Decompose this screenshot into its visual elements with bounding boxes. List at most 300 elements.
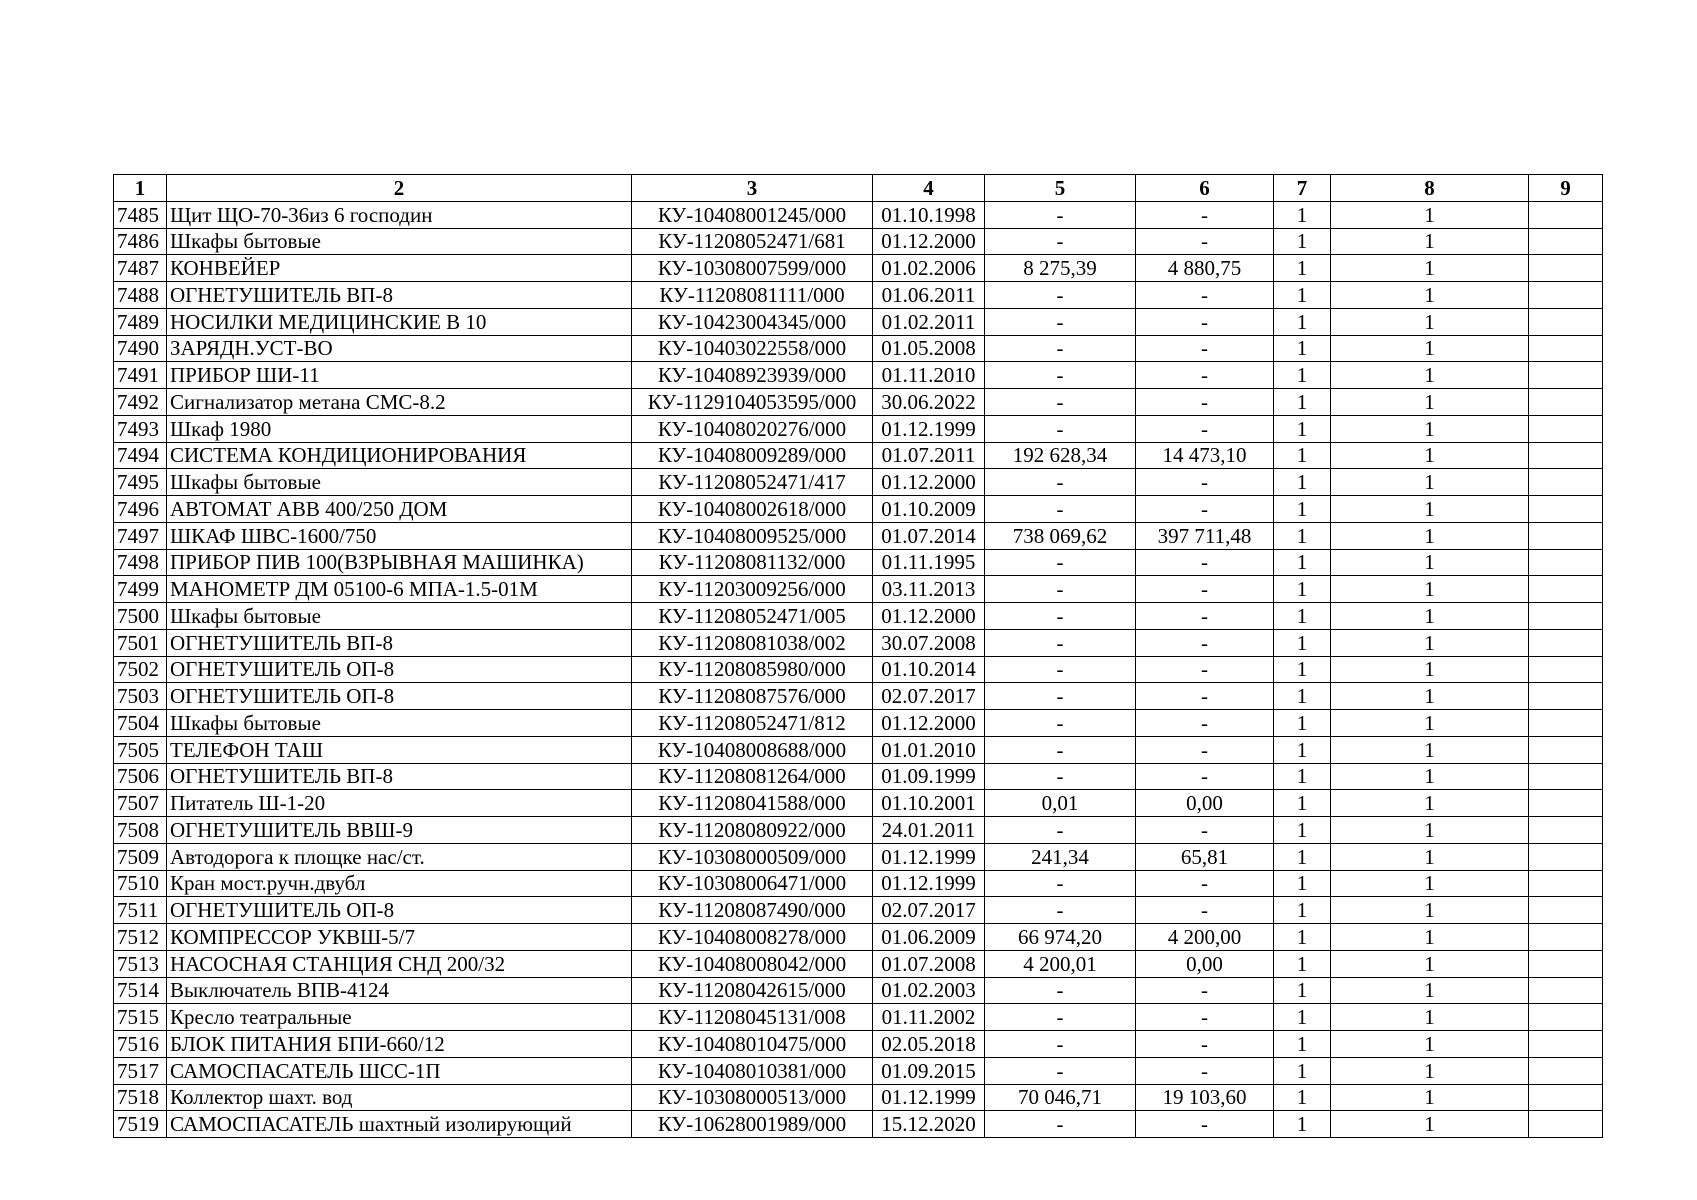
cell-column-8: 1 — [1331, 549, 1529, 576]
cell-column-7: 1 — [1274, 603, 1331, 630]
table-row — [114, 870, 1603, 897]
cell-column-8: 1 — [1331, 924, 1529, 951]
cell-column-8: 1 — [1331, 790, 1529, 817]
cell-column-5: - — [985, 656, 1136, 683]
table-row — [114, 522, 1603, 549]
cell-column-6: - — [1136, 629, 1274, 656]
cell-column-6: - — [1136, 308, 1274, 335]
cell-inventory-number: КУ-10408010475/000 — [632, 1031, 873, 1058]
cell-item-name: Выключатель ВПВ-4124 — [167, 977, 632, 1004]
cell-column-5: - — [985, 228, 1136, 255]
cell-column-9 — [1529, 576, 1603, 603]
cell-date: 02.05.2018 — [873, 1031, 985, 1058]
cell-date: 01.12.2000 — [873, 710, 985, 737]
cell-column-7: 1 — [1274, 1031, 1331, 1058]
cell-item-name: Кресло театральные — [167, 1004, 632, 1031]
cell-inventory-number: КУ-10408009525/000 — [632, 522, 873, 549]
cell-inventory-number: КУ-11208087490/000 — [632, 897, 873, 924]
table-row — [114, 629, 1603, 656]
table-row — [114, 897, 1603, 924]
cell-row-number: 7519 — [114, 1111, 167, 1138]
cell-row-number: 7511 — [114, 897, 167, 924]
cell-column-5: - — [985, 817, 1136, 844]
cell-column-7: 1 — [1274, 817, 1331, 844]
table-row — [114, 1004, 1603, 1031]
cell-column-9 — [1529, 255, 1603, 282]
cell-date: 01.10.1998 — [873, 201, 985, 228]
cell-column-9 — [1529, 1111, 1603, 1138]
cell-inventory-number: КУ-10408923939/000 — [632, 362, 873, 389]
column-header-5: 5 — [985, 175, 1136, 202]
cell-column-6: 14 473,10 — [1136, 442, 1274, 469]
cell-column-8: 1 — [1331, 870, 1529, 897]
cell-column-9 — [1529, 415, 1603, 442]
cell-item-name: ШКАФ ШВС-1600/750 — [167, 522, 632, 549]
cell-column-6: 397 711,48 — [1136, 522, 1274, 549]
cell-row-number: 7517 — [114, 1057, 167, 1084]
cell-column-8: 1 — [1331, 817, 1529, 844]
table-row — [114, 1084, 1603, 1111]
table-row — [114, 950, 1603, 977]
cell-column-5: 70 046,71 — [985, 1084, 1136, 1111]
cell-inventory-number: КУ-11208052471/005 — [632, 603, 873, 630]
cell-column-8: 1 — [1331, 255, 1529, 282]
cell-row-number: 7485 — [114, 201, 167, 228]
cell-column-6: 19 103,60 — [1136, 1084, 1274, 1111]
cell-column-7: 1 — [1274, 522, 1331, 549]
cell-date: 01.12.1999 — [873, 415, 985, 442]
cell-column-8: 1 — [1331, 977, 1529, 1004]
cell-column-5: - — [985, 1057, 1136, 1084]
cell-column-9 — [1529, 897, 1603, 924]
cell-inventory-number: КУ-11208085980/000 — [632, 656, 873, 683]
cell-column-9 — [1529, 282, 1603, 309]
cell-item-name: ОГНЕТУШИТЕЛЬ ВВШ-9 — [167, 817, 632, 844]
cell-column-8: 1 — [1331, 629, 1529, 656]
cell-column-9 — [1529, 736, 1603, 763]
cell-column-5: 66 974,20 — [985, 924, 1136, 951]
cell-column-7: 1 — [1274, 763, 1331, 790]
cell-column-6: 4 880,75 — [1136, 255, 1274, 282]
cell-row-number: 7490 — [114, 335, 167, 362]
cell-item-name: САМОСПАСАТЕЛЬ ШСС-1П — [167, 1057, 632, 1084]
cell-column-8: 1 — [1331, 1084, 1529, 1111]
cell-item-name: ОГНЕТУШИТЕЛЬ ОП-8 — [167, 656, 632, 683]
cell-column-5: - — [985, 1111, 1136, 1138]
cell-column-6: - — [1136, 549, 1274, 576]
table-row — [114, 977, 1603, 1004]
cell-row-number: 7492 — [114, 389, 167, 416]
cell-column-8: 1 — [1331, 1004, 1529, 1031]
table-row — [114, 656, 1603, 683]
cell-column-7: 1 — [1274, 1111, 1331, 1138]
cell-column-8: 1 — [1331, 362, 1529, 389]
cell-column-9 — [1529, 1057, 1603, 1084]
cell-column-6: - — [1136, 576, 1274, 603]
cell-column-6: - — [1136, 683, 1274, 710]
cell-inventory-number: КУ-10408009289/000 — [632, 442, 873, 469]
cell-inventory-number: КУ-10408002618/000 — [632, 496, 873, 523]
cell-column-5: - — [985, 977, 1136, 1004]
table-row — [114, 817, 1603, 844]
cell-column-5: - — [985, 897, 1136, 924]
cell-date: 01.12.2000 — [873, 603, 985, 630]
cell-row-number: 7509 — [114, 843, 167, 870]
cell-date: 15.12.2020 — [873, 1111, 985, 1138]
cell-column-8: 1 — [1331, 763, 1529, 790]
cell-column-7: 1 — [1274, 950, 1331, 977]
cell-column-8: 1 — [1331, 201, 1529, 228]
cell-row-number: 7512 — [114, 924, 167, 951]
cell-column-7: 1 — [1274, 389, 1331, 416]
cell-column-6: - — [1136, 977, 1274, 1004]
cell-column-5: - — [985, 415, 1136, 442]
table-row — [114, 389, 1603, 416]
cell-column-9 — [1529, 950, 1603, 977]
cell-row-number: 7496 — [114, 496, 167, 523]
cell-column-9 — [1529, 843, 1603, 870]
cell-column-6: - — [1136, 389, 1274, 416]
header-row — [114, 175, 1603, 202]
cell-row-number: 7495 — [114, 469, 167, 496]
table-body — [114, 201, 1603, 1137]
cell-column-7: 1 — [1274, 496, 1331, 523]
cell-column-8: 1 — [1331, 496, 1529, 523]
cell-date: 01.02.2003 — [873, 977, 985, 1004]
cell-item-name: Шкаф 1980 — [167, 415, 632, 442]
cell-column-5: - — [985, 629, 1136, 656]
cell-column-7: 1 — [1274, 924, 1331, 951]
cell-column-9 — [1529, 549, 1603, 576]
cell-inventory-number: КУ-11208081111/000 — [632, 282, 873, 309]
cell-inventory-number: КУ-10308000509/000 — [632, 843, 873, 870]
cell-column-5: 0,01 — [985, 790, 1136, 817]
cell-column-8: 1 — [1331, 469, 1529, 496]
table-row — [114, 362, 1603, 389]
cell-column-5: - — [985, 362, 1136, 389]
cell-column-9 — [1529, 389, 1603, 416]
cell-inventory-number: КУ-11208080922/000 — [632, 817, 873, 844]
cell-column-7: 1 — [1274, 629, 1331, 656]
cell-column-7: 1 — [1274, 1004, 1331, 1031]
cell-column-5: 4 200,01 — [985, 950, 1136, 977]
cell-row-number: 7487 — [114, 255, 167, 282]
cell-row-number: 7508 — [114, 817, 167, 844]
table-row — [114, 683, 1603, 710]
cell-column-7: 1 — [1274, 1084, 1331, 1111]
cell-column-7: 1 — [1274, 255, 1331, 282]
cell-column-8: 1 — [1331, 308, 1529, 335]
cell-column-7: 1 — [1274, 576, 1331, 603]
cell-item-name: Шкафы бытовые — [167, 469, 632, 496]
cell-item-name: КОМПРЕССОР УКВШ-5/7 — [167, 924, 632, 951]
cell-date: 02.07.2017 — [873, 897, 985, 924]
cell-column-5: - — [985, 1031, 1136, 1058]
cell-column-7: 1 — [1274, 469, 1331, 496]
cell-inventory-number: КУ-11208042615/000 — [632, 977, 873, 1004]
cell-row-number: 7505 — [114, 736, 167, 763]
cell-column-6: - — [1136, 656, 1274, 683]
cell-item-name: ПРИБОР ШИ-11 — [167, 362, 632, 389]
cell-column-8: 1 — [1331, 897, 1529, 924]
cell-column-6: - — [1136, 362, 1274, 389]
cell-column-8: 1 — [1331, 683, 1529, 710]
cell-item-name: ТЕЛЕФОН ТАШ — [167, 736, 632, 763]
cell-date: 01.07.2008 — [873, 950, 985, 977]
cell-column-5: - — [985, 576, 1136, 603]
cell-column-5: - — [985, 763, 1136, 790]
table-row — [114, 415, 1603, 442]
cell-column-8: 1 — [1331, 335, 1529, 362]
cell-column-5: - — [985, 736, 1136, 763]
table-row — [114, 442, 1603, 469]
cell-inventory-number: КУ-11208087576/000 — [632, 683, 873, 710]
cell-inventory-number: КУ-10408008688/000 — [632, 736, 873, 763]
cell-column-5: - — [985, 870, 1136, 897]
cell-column-8: 1 — [1331, 656, 1529, 683]
cell-item-name: ОГНЕТУШИТЕЛЬ ВП-8 — [167, 763, 632, 790]
cell-column-8: 1 — [1331, 603, 1529, 630]
cell-column-6: - — [1136, 1031, 1274, 1058]
cell-column-7: 1 — [1274, 335, 1331, 362]
cell-date: 24.01.2011 — [873, 817, 985, 844]
cell-item-name: КОНВЕЙЕР — [167, 255, 632, 282]
cell-column-5: - — [985, 496, 1136, 523]
cell-row-number: 7510 — [114, 870, 167, 897]
cell-inventory-number: КУ-10408010381/000 — [632, 1057, 873, 1084]
cell-column-9 — [1529, 442, 1603, 469]
cell-date: 01.12.1999 — [873, 1084, 985, 1111]
table-row — [114, 763, 1603, 790]
cell-inventory-number: КУ-10408020276/000 — [632, 415, 873, 442]
cell-date: 01.11.2010 — [873, 362, 985, 389]
cell-item-name: Коллектор шахт. вод — [167, 1084, 632, 1111]
table-row — [114, 924, 1603, 951]
table-row — [114, 255, 1603, 282]
cell-inventory-number: КУ-10403022558/000 — [632, 335, 873, 362]
cell-inventory-number: КУ-1129104053595/000 — [632, 389, 873, 416]
cell-column-6: - — [1136, 897, 1274, 924]
cell-column-9 — [1529, 1031, 1603, 1058]
cell-column-7: 1 — [1274, 736, 1331, 763]
table-row — [114, 496, 1603, 523]
cell-row-number: 7502 — [114, 656, 167, 683]
cell-column-8: 1 — [1331, 1111, 1529, 1138]
cell-item-name: Шкафы бытовые — [167, 228, 632, 255]
cell-item-name: АВТОМАТ АВВ 400/250 ДОМ — [167, 496, 632, 523]
cell-row-number: 7486 — [114, 228, 167, 255]
cell-column-6: 65,81 — [1136, 843, 1274, 870]
cell-inventory-number: КУ-10628001989/000 — [632, 1111, 873, 1138]
cell-row-number: 7494 — [114, 442, 167, 469]
cell-column-6: - — [1136, 710, 1274, 737]
cell-row-number: 7497 — [114, 522, 167, 549]
cell-date: 01.12.1999 — [873, 843, 985, 870]
cell-item-name: ОГНЕТУШИТЕЛЬ ОП-8 — [167, 683, 632, 710]
cell-column-7: 1 — [1274, 897, 1331, 924]
table-row — [114, 469, 1603, 496]
cell-date: 01.12.1999 — [873, 870, 985, 897]
cell-date: 01.09.1999 — [873, 763, 985, 790]
cell-column-9 — [1529, 308, 1603, 335]
cell-date: 30.06.2022 — [873, 389, 985, 416]
cell-column-9 — [1529, 710, 1603, 737]
cell-column-6: - — [1136, 1057, 1274, 1084]
cell-inventory-number: КУ-11208052471/812 — [632, 710, 873, 737]
cell-column-6: - — [1136, 496, 1274, 523]
cell-row-number: 7489 — [114, 308, 167, 335]
cell-row-number: 7506 — [114, 763, 167, 790]
cell-column-6: - — [1136, 870, 1274, 897]
cell-row-number: 7488 — [114, 282, 167, 309]
cell-inventory-number: КУ-11208041588/000 — [632, 790, 873, 817]
cell-column-7: 1 — [1274, 308, 1331, 335]
cell-column-9 — [1529, 335, 1603, 362]
cell-inventory-number: КУ-10308006471/000 — [632, 870, 873, 897]
cell-column-8: 1 — [1331, 282, 1529, 309]
cell-item-name: САМОСПАСАТЕЛЬ шахтный изолирующий — [167, 1111, 632, 1138]
table-row — [114, 549, 1603, 576]
cell-column-6: - — [1136, 1004, 1274, 1031]
cell-column-6: 0,00 — [1136, 950, 1274, 977]
cell-column-5: - — [985, 469, 1136, 496]
cell-row-number: 7513 — [114, 950, 167, 977]
cell-item-name: ОГНЕТУШИТЕЛЬ ВП-8 — [167, 629, 632, 656]
cell-column-7: 1 — [1274, 362, 1331, 389]
cell-column-6: - — [1136, 603, 1274, 630]
cell-item-name: ОГНЕТУШИТЕЛЬ ВП-8 — [167, 282, 632, 309]
cell-date: 02.07.2017 — [873, 683, 985, 710]
cell-column-7: 1 — [1274, 977, 1331, 1004]
column-header-3: 3 — [632, 175, 873, 202]
cell-column-9 — [1529, 1004, 1603, 1031]
column-header-7: 7 — [1274, 175, 1331, 202]
cell-item-name: НАСОСНАЯ СТАНЦИЯ СНД 200/32 — [167, 950, 632, 977]
cell-column-6: - — [1136, 763, 1274, 790]
cell-column-5: - — [985, 603, 1136, 630]
cell-inventory-number: КУ-11203009256/000 — [632, 576, 873, 603]
table-row — [114, 1057, 1603, 1084]
cell-item-name: МАНОМЕТР ДМ 05100-6 МПА-1.5-01М — [167, 576, 632, 603]
cell-column-9 — [1529, 629, 1603, 656]
cell-date: 01.02.2011 — [873, 308, 985, 335]
cell-date: 01.10.2009 — [873, 496, 985, 523]
table-row — [114, 603, 1603, 630]
cell-column-9 — [1529, 201, 1603, 228]
cell-column-5: 192 628,34 — [985, 442, 1136, 469]
cell-column-9 — [1529, 603, 1603, 630]
cell-item-name: БЛОК ПИТАНИЯ БПИ-660/12 — [167, 1031, 632, 1058]
table-row — [114, 335, 1603, 362]
cell-row-number: 7518 — [114, 1084, 167, 1111]
cell-column-6: - — [1136, 282, 1274, 309]
cell-row-number: 7491 — [114, 362, 167, 389]
table-row — [114, 790, 1603, 817]
cell-row-number: 7516 — [114, 1031, 167, 1058]
cell-column-9 — [1529, 522, 1603, 549]
table-row — [114, 1111, 1603, 1138]
cell-column-6: - — [1136, 1111, 1274, 1138]
cell-inventory-number: КУ-10308007599/000 — [632, 255, 873, 282]
cell-column-5: - — [985, 710, 1136, 737]
cell-column-9 — [1529, 362, 1603, 389]
cell-date: 01.09.2015 — [873, 1057, 985, 1084]
cell-column-8: 1 — [1331, 442, 1529, 469]
table-row — [114, 710, 1603, 737]
cell-column-7: 1 — [1274, 282, 1331, 309]
cell-column-9 — [1529, 496, 1603, 523]
column-header-8: 8 — [1331, 175, 1529, 202]
cell-column-5: 241,34 — [985, 843, 1136, 870]
cell-item-name: Автодорога к площке нас/ст. — [167, 843, 632, 870]
cell-inventory-number: КУ-11208052471/417 — [632, 469, 873, 496]
cell-column-7: 1 — [1274, 843, 1331, 870]
cell-column-5: 738 069,62 — [985, 522, 1136, 549]
cell-row-number: 7507 — [114, 790, 167, 817]
cell-date: 01.12.2000 — [873, 228, 985, 255]
cell-date: 01.12.2000 — [873, 469, 985, 496]
cell-column-8: 1 — [1331, 843, 1529, 870]
cell-date: 03.11.2013 — [873, 576, 985, 603]
cell-column-8: 1 — [1331, 415, 1529, 442]
cell-column-5: - — [985, 683, 1136, 710]
cell-column-7: 1 — [1274, 710, 1331, 737]
cell-column-9 — [1529, 870, 1603, 897]
cell-inventory-number: КУ-10408001245/000 — [632, 201, 873, 228]
cell-date: 01.06.2009 — [873, 924, 985, 951]
cell-column-5: - — [985, 1004, 1136, 1031]
cell-date: 01.07.2014 — [873, 522, 985, 549]
cell-column-7: 1 — [1274, 656, 1331, 683]
cell-row-number: 7504 — [114, 710, 167, 737]
cell-column-6: 4 200,00 — [1136, 924, 1274, 951]
cell-column-6: - — [1136, 817, 1274, 844]
table-row — [114, 201, 1603, 228]
cell-column-5: 8 275,39 — [985, 255, 1136, 282]
cell-row-number: 7493 — [114, 415, 167, 442]
inventory-table — [113, 174, 1603, 1138]
cell-column-9 — [1529, 763, 1603, 790]
cell-date: 01.11.2002 — [873, 1004, 985, 1031]
cell-column-7: 1 — [1274, 790, 1331, 817]
cell-column-9 — [1529, 977, 1603, 1004]
cell-date: 01.10.2001 — [873, 790, 985, 817]
cell-column-9 — [1529, 469, 1603, 496]
cell-inventory-number: КУ-11208052471/681 — [632, 228, 873, 255]
table-row — [114, 736, 1603, 763]
cell-column-6: - — [1136, 335, 1274, 362]
cell-column-7: 1 — [1274, 683, 1331, 710]
cell-column-9 — [1529, 656, 1603, 683]
cell-inventory-number: КУ-11208081038/002 — [632, 629, 873, 656]
cell-row-number: 7499 — [114, 576, 167, 603]
cell-column-8: 1 — [1331, 1031, 1529, 1058]
cell-column-6: 0,00 — [1136, 790, 1274, 817]
cell-row-number: 7514 — [114, 977, 167, 1004]
cell-column-9 — [1529, 817, 1603, 844]
cell-column-8: 1 — [1331, 736, 1529, 763]
cell-date: 01.02.2006 — [873, 255, 985, 282]
cell-inventory-number: КУ-10423004345/000 — [632, 308, 873, 335]
cell-date: 30.07.2008 — [873, 629, 985, 656]
cell-column-5: - — [985, 308, 1136, 335]
cell-inventory-number: КУ-10408008278/000 — [632, 924, 873, 951]
cell-date: 01.01.2010 — [873, 736, 985, 763]
cell-item-name: Сигнализатор метана СМС-8.2 — [167, 389, 632, 416]
table-row — [114, 1031, 1603, 1058]
cell-column-6: - — [1136, 228, 1274, 255]
cell-inventory-number: КУ-11208045131/008 — [632, 1004, 873, 1031]
